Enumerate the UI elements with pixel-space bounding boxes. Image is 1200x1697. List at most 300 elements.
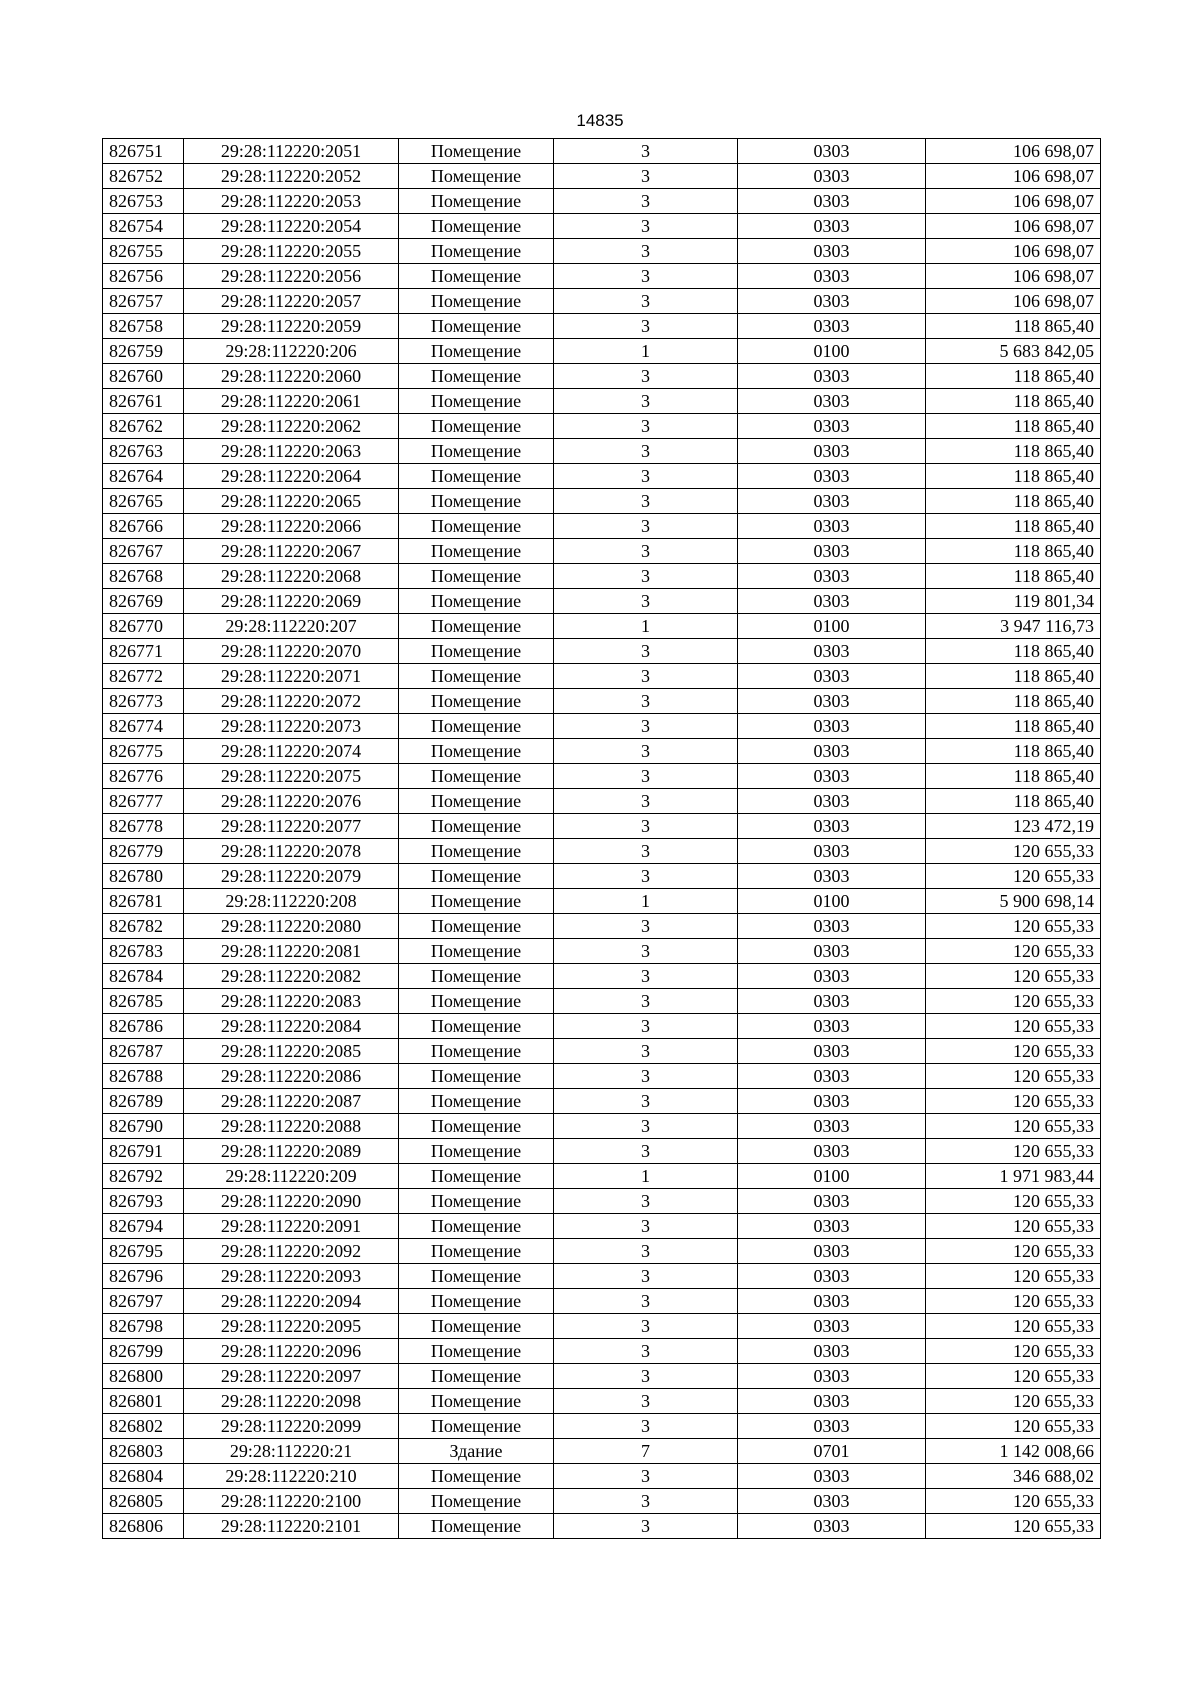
cadastral-number-cell: 29:28:112220:2059 <box>184 314 399 339</box>
cadastral-number-cell: 29:28:112220:2088 <box>184 1114 399 1139</box>
code-cell: 0303 <box>738 1139 926 1164</box>
group-number-cell: 1 <box>554 614 738 639</box>
code-cell: 0303 <box>738 464 926 489</box>
object-type-cell: Помещение <box>399 1264 554 1289</box>
cadastral-number-cell: 29:28:112220:2094 <box>184 1289 399 1314</box>
group-number-cell: 3 <box>554 364 738 389</box>
code-cell: 0303 <box>738 1264 926 1289</box>
record-number-cell: 826762 <box>103 414 184 439</box>
cadastral-number-cell: 29:28:112220:2055 <box>184 239 399 264</box>
record-number-cell: 826770 <box>103 614 184 639</box>
table-row <box>103 1364 1101 1389</box>
cadastral-number-cell: 29:28:112220:2078 <box>184 839 399 864</box>
cadastral-number-cell: 29:28:112220:206 <box>184 339 399 364</box>
code-cell: 0701 <box>738 1439 926 1464</box>
cadastral-number-cell: 29:28:112220:2054 <box>184 214 399 239</box>
cadastral-number-cell: 29:28:112220:2060 <box>184 364 399 389</box>
cadastral-value-cell: 118 865,40 <box>926 789 1101 814</box>
cadastral-value-cell: 120 655,33 <box>926 964 1101 989</box>
group-number-cell: 3 <box>554 1114 738 1139</box>
object-type-cell: Помещение <box>399 539 554 564</box>
record-number-cell: 826771 <box>103 639 184 664</box>
cadastral-value-cell: 106 698,07 <box>926 164 1101 189</box>
table-row <box>103 964 1101 989</box>
cadastral-value-cell: 118 865,40 <box>926 439 1101 464</box>
cadastral-value-cell: 118 865,40 <box>926 414 1101 439</box>
record-number-cell: 826774 <box>103 714 184 739</box>
code-cell: 0303 <box>738 1514 926 1539</box>
object-type-cell: Помещение <box>399 1164 554 1189</box>
record-number-cell: 826778 <box>103 814 184 839</box>
table-row <box>103 589 1101 614</box>
cadastral-value-cell: 120 655,33 <box>926 1289 1101 1314</box>
cadastral-value-cell: 120 655,33 <box>926 1514 1101 1539</box>
cadastral-number-cell: 29:28:112220:2075 <box>184 764 399 789</box>
cadastral-number-cell: 29:28:112220:2089 <box>184 1139 399 1164</box>
object-type-cell: Помещение <box>399 139 554 164</box>
cadastral-number-cell: 29:28:112220:2071 <box>184 664 399 689</box>
code-cell: 0303 <box>738 539 926 564</box>
group-number-cell: 3 <box>554 1014 738 1039</box>
cadastral-value-cell: 120 655,33 <box>926 989 1101 1014</box>
cadastral-number-cell: 29:28:112220:2053 <box>184 189 399 214</box>
group-number-cell: 3 <box>554 1414 738 1439</box>
page-number: 14835 <box>576 111 624 130</box>
cadastral-value-cell: 118 865,40 <box>926 639 1101 664</box>
record-number-cell: 826754 <box>103 214 184 239</box>
group-number-cell: 3 <box>554 964 738 989</box>
object-type-cell: Помещение <box>399 1214 554 1239</box>
cadastral-number-cell: 29:28:112220:2086 <box>184 1064 399 1089</box>
table-row <box>103 1264 1101 1289</box>
group-number-cell: 3 <box>554 1514 738 1539</box>
table-row <box>103 1439 1101 1464</box>
code-cell: 0100 <box>738 614 926 639</box>
record-number-cell: 826801 <box>103 1389 184 1414</box>
table-row <box>103 814 1101 839</box>
code-cell: 0303 <box>738 1189 926 1214</box>
record-number-cell: 826758 <box>103 314 184 339</box>
cadastral-value-cell: 118 865,40 <box>926 714 1101 739</box>
cadastral-value-cell: 120 655,33 <box>926 1089 1101 1114</box>
table-row <box>103 339 1101 364</box>
table-row <box>103 739 1101 764</box>
object-type-cell: Помещение <box>399 1314 554 1339</box>
object-type-cell: Помещение <box>399 864 554 889</box>
record-number-cell: 826788 <box>103 1064 184 1089</box>
record-number-cell: 826759 <box>103 339 184 364</box>
code-cell: 0303 <box>738 1489 926 1514</box>
object-type-cell: Помещение <box>399 264 554 289</box>
group-number-cell: 3 <box>554 489 738 514</box>
record-number-cell: 826787 <box>103 1039 184 1064</box>
cadastral-number-cell: 29:28:112220:2081 <box>184 939 399 964</box>
object-type-cell: Помещение <box>399 714 554 739</box>
group-number-cell: 3 <box>554 1339 738 1364</box>
record-number-cell: 826751 <box>103 139 184 164</box>
cadastral-value-cell: 118 865,40 <box>926 514 1101 539</box>
record-number-cell: 826753 <box>103 189 184 214</box>
group-number-cell: 3 <box>554 1039 738 1064</box>
cadastral-number-cell: 29:28:112220:2095 <box>184 1314 399 1339</box>
object-type-cell: Помещение <box>399 1364 554 1389</box>
cadastral-value-cell: 120 655,33 <box>926 1014 1101 1039</box>
object-type-cell: Помещение <box>399 339 554 364</box>
record-number-cell: 826783 <box>103 939 184 964</box>
object-type-cell: Помещение <box>399 789 554 814</box>
code-cell: 0303 <box>738 139 926 164</box>
code-cell: 0303 <box>738 1464 926 1489</box>
code-cell: 0303 <box>738 1364 926 1389</box>
table-row <box>103 1089 1101 1114</box>
table-row <box>103 1164 1101 1189</box>
group-number-cell: 3 <box>554 1364 738 1389</box>
table-row <box>103 1289 1101 1314</box>
cadastral-number-cell: 29:28:112220:2056 <box>184 264 399 289</box>
record-number-cell: 826795 <box>103 1239 184 1264</box>
group-number-cell: 3 <box>554 564 738 589</box>
table-row <box>103 1514 1101 1539</box>
object-type-cell: Помещение <box>399 1139 554 1164</box>
cadastral-value-cell: 1 142 008,66 <box>926 1439 1101 1464</box>
code-cell: 0303 <box>738 164 926 189</box>
cadastral-number-cell: 29:28:112220:2072 <box>184 689 399 714</box>
record-number-cell: 826765 <box>103 489 184 514</box>
object-type-cell: Помещение <box>399 1389 554 1414</box>
table-row <box>103 489 1101 514</box>
code-cell: 0303 <box>738 1039 926 1064</box>
group-number-cell: 3 <box>554 1289 738 1314</box>
cadastral-number-cell: 29:28:112220:2076 <box>184 789 399 814</box>
code-cell: 0303 <box>738 964 926 989</box>
object-type-cell: Помещение <box>399 564 554 589</box>
cadastral-value-cell: 5 900 698,14 <box>926 889 1101 914</box>
table-row <box>103 464 1101 489</box>
object-type-cell: Помещение <box>399 239 554 264</box>
group-number-cell: 3 <box>554 139 738 164</box>
cadastral-number-cell: 29:28:112220:2101 <box>184 1514 399 1539</box>
cadastral-number-cell: 29:28:112220:208 <box>184 889 399 914</box>
table-row <box>103 539 1101 564</box>
object-type-cell: Помещение <box>399 164 554 189</box>
record-number-cell: 826799 <box>103 1339 184 1364</box>
table-row <box>103 839 1101 864</box>
table-row <box>103 1464 1101 1489</box>
table-row <box>103 939 1101 964</box>
record-number-cell: 826806 <box>103 1514 184 1539</box>
cadastral-value-cell: 120 655,33 <box>926 1189 1101 1214</box>
cadastral-number-cell: 29:28:112220:2068 <box>184 564 399 589</box>
cadastral-number-cell: 29:28:112220:210 <box>184 1464 399 1489</box>
object-type-cell: Помещение <box>399 639 554 664</box>
cadastral-value-cell: 123 472,19 <box>926 814 1101 839</box>
object-type-cell: Помещение <box>399 889 554 914</box>
cadastral-number-cell: 29:28:112220:2051 <box>184 139 399 164</box>
table-row <box>103 1064 1101 1089</box>
object-type-cell: Помещение <box>399 1189 554 1214</box>
table-row <box>103 914 1101 939</box>
code-cell: 0100 <box>738 889 926 914</box>
table-row <box>103 789 1101 814</box>
cadastral-number-cell: 29:28:112220:2079 <box>184 864 399 889</box>
cadastral-value-cell: 118 865,40 <box>926 314 1101 339</box>
record-number-cell: 826757 <box>103 289 184 314</box>
object-type-cell: Помещение <box>399 1064 554 1089</box>
code-cell: 0303 <box>738 1239 926 1264</box>
code-cell: 0303 <box>738 1314 926 1339</box>
table-row <box>103 264 1101 289</box>
record-number-cell: 826760 <box>103 364 184 389</box>
code-cell: 0100 <box>738 1164 926 1189</box>
code-cell: 0303 <box>738 814 926 839</box>
code-cell: 0303 <box>738 414 926 439</box>
cadastral-number-cell: 29:28:112220:209 <box>184 1164 399 1189</box>
cadastral-value-cell: 1 971 983,44 <box>926 1164 1101 1189</box>
code-cell: 0303 <box>738 314 926 339</box>
record-number-cell: 826793 <box>103 1189 184 1214</box>
cadastral-number-cell: 29:28:112220:2066 <box>184 514 399 539</box>
code-cell: 0100 <box>738 339 926 364</box>
table-row <box>103 164 1101 189</box>
cadastral-value-cell: 106 698,07 <box>926 239 1101 264</box>
table-row <box>103 664 1101 689</box>
table-row <box>103 1189 1101 1214</box>
cadastral-number-cell: 29:28:112220:2067 <box>184 539 399 564</box>
cadastral-value-cell: 118 865,40 <box>926 389 1101 414</box>
cadastral-value-cell: 5 683 842,05 <box>926 339 1101 364</box>
group-number-cell: 3 <box>554 1139 738 1164</box>
code-cell: 0303 <box>738 189 926 214</box>
table-row <box>103 439 1101 464</box>
code-cell: 0303 <box>738 989 926 1014</box>
cadastral-value-cell: 118 865,40 <box>926 364 1101 389</box>
cadastral-value-cell: 106 698,07 <box>926 264 1101 289</box>
cadastral-number-cell: 29:28:112220:2080 <box>184 914 399 939</box>
cadastral-value-cell: 120 655,33 <box>926 864 1101 889</box>
object-type-cell: Помещение <box>399 614 554 639</box>
object-type-cell: Помещение <box>399 1039 554 1064</box>
group-number-cell: 7 <box>554 1439 738 1464</box>
cadastral-value-cell: 120 655,33 <box>926 1139 1101 1164</box>
group-number-cell: 3 <box>554 1314 738 1339</box>
object-type-cell: Помещение <box>399 814 554 839</box>
object-type-cell: Помещение <box>399 689 554 714</box>
object-type-cell: Помещение <box>399 989 554 1014</box>
group-number-cell: 3 <box>554 239 738 264</box>
cadastral-number-cell: 29:28:112220:2077 <box>184 814 399 839</box>
code-cell: 0303 <box>738 1414 926 1439</box>
group-number-cell: 1 <box>554 1164 738 1189</box>
cadastral-value-cell: 120 655,33 <box>926 914 1101 939</box>
record-number-cell: 826786 <box>103 1014 184 1039</box>
record-number-cell: 826773 <box>103 689 184 714</box>
cadastral-value-cell: 118 865,40 <box>926 539 1101 564</box>
table-row <box>103 389 1101 414</box>
table-row <box>103 614 1101 639</box>
record-number-cell: 826779 <box>103 839 184 864</box>
cadastral-value-cell: 120 655,33 <box>926 1489 1101 1514</box>
record-number-cell: 826766 <box>103 514 184 539</box>
code-cell: 0303 <box>738 1064 926 1089</box>
code-cell: 0303 <box>738 1014 926 1039</box>
record-number-cell: 826802 <box>103 1414 184 1439</box>
object-type-cell: Помещение <box>399 414 554 439</box>
table-row <box>103 1214 1101 1239</box>
cadastral-value-cell: 120 655,33 <box>926 1389 1101 1414</box>
object-type-cell: Помещение <box>399 739 554 764</box>
cadastral-number-cell: 29:28:112220:2092 <box>184 1239 399 1264</box>
cadastral-number-cell: 29:28:112220:2070 <box>184 639 399 664</box>
record-number-cell: 826767 <box>103 539 184 564</box>
group-number-cell: 3 <box>554 839 738 864</box>
cadastral-value-cell: 3 947 116,73 <box>926 614 1101 639</box>
group-number-cell: 3 <box>554 939 738 964</box>
table-row <box>103 889 1101 914</box>
table-body <box>103 139 1101 1539</box>
group-number-cell: 3 <box>554 1239 738 1264</box>
table-row <box>103 514 1101 539</box>
object-type-cell: Помещение <box>399 514 554 539</box>
group-number-cell: 3 <box>554 314 738 339</box>
object-type-cell: Помещение <box>399 464 554 489</box>
table-row <box>103 414 1101 439</box>
cadastral-number-cell: 29:28:112220:2083 <box>184 989 399 1014</box>
cadastral-number-cell: 29:28:112220:2097 <box>184 1364 399 1389</box>
cadastral-number-cell: 29:28:112220:2064 <box>184 464 399 489</box>
table-row <box>103 639 1101 664</box>
code-cell: 0303 <box>738 289 926 314</box>
code-cell: 0303 <box>738 789 926 814</box>
cadastral-value-cell: 118 865,40 <box>926 664 1101 689</box>
table-row <box>103 714 1101 739</box>
cadastral-number-cell: 29:28:112220:2069 <box>184 589 399 614</box>
cadastral-number-cell: 29:28:112220:2093 <box>184 1264 399 1289</box>
cadastral-value-table <box>102 138 1101 1539</box>
group-number-cell: 3 <box>554 289 738 314</box>
group-number-cell: 3 <box>554 689 738 714</box>
record-number-cell: 826772 <box>103 664 184 689</box>
table-row <box>103 989 1101 1014</box>
object-type-cell: Помещение <box>399 1014 554 1039</box>
group-number-cell: 3 <box>554 714 738 739</box>
cadastral-value-cell: 119 801,34 <box>926 589 1101 614</box>
code-cell: 0303 <box>738 364 926 389</box>
group-number-cell: 3 <box>554 164 738 189</box>
group-number-cell: 3 <box>554 764 738 789</box>
cadastral-value-cell: 106 698,07 <box>926 189 1101 214</box>
group-number-cell: 3 <box>554 989 738 1014</box>
code-cell: 0303 <box>738 764 926 789</box>
table-row <box>103 1239 1101 1264</box>
table-row <box>103 1114 1101 1139</box>
cadastral-value-cell: 106 698,07 <box>926 139 1101 164</box>
cadastral-value-cell: 118 865,40 <box>926 764 1101 789</box>
group-number-cell: 3 <box>554 264 738 289</box>
record-number-cell: 826798 <box>103 1314 184 1339</box>
record-number-cell: 826784 <box>103 964 184 989</box>
table-row <box>103 189 1101 214</box>
cadastral-value-cell: 120 655,33 <box>926 939 1101 964</box>
code-cell: 0303 <box>738 689 926 714</box>
object-type-cell: Помещение <box>399 289 554 314</box>
object-type-cell: Помещение <box>399 1339 554 1364</box>
object-type-cell: Помещение <box>399 1414 554 1439</box>
cadastral-number-cell: 29:28:112220:2084 <box>184 1014 399 1039</box>
object-type-cell: Помещение <box>399 1514 554 1539</box>
cadastral-value-cell: 120 655,33 <box>926 1314 1101 1339</box>
cadastral-number-cell: 29:28:112220:2052 <box>184 164 399 189</box>
cadastral-number-cell: 29:28:112220:2073 <box>184 714 399 739</box>
code-cell: 0303 <box>738 839 926 864</box>
object-type-cell: Помещение <box>399 214 554 239</box>
record-number-cell: 826789 <box>103 1089 184 1114</box>
record-number-cell: 826796 <box>103 1264 184 1289</box>
cadastral-number-cell: 29:28:112220:2061 <box>184 389 399 414</box>
table-row <box>103 764 1101 789</box>
table-row <box>103 1139 1101 1164</box>
record-number-cell: 826764 <box>103 464 184 489</box>
object-type-cell: Помещение <box>399 914 554 939</box>
group-number-cell: 3 <box>554 464 738 489</box>
object-type-cell: Помещение <box>399 1114 554 1139</box>
object-type-cell: Помещение <box>399 964 554 989</box>
code-cell: 0303 <box>738 1089 926 1114</box>
object-type-cell: Помещение <box>399 489 554 514</box>
group-number-cell: 3 <box>554 864 738 889</box>
cadastral-number-cell: 29:28:112220:2085 <box>184 1039 399 1064</box>
code-cell: 0303 <box>738 639 926 664</box>
cadastral-value-cell: 120 655,33 <box>926 1239 1101 1264</box>
group-number-cell: 3 <box>554 789 738 814</box>
cadastral-value-cell: 106 698,07 <box>926 214 1101 239</box>
record-number-cell: 826805 <box>103 1489 184 1514</box>
cadastral-number-cell: 29:28:112220:21 <box>184 1439 399 1464</box>
group-number-cell: 3 <box>554 514 738 539</box>
record-number-cell: 826763 <box>103 439 184 464</box>
code-cell: 0303 <box>738 514 926 539</box>
cadastral-number-cell: 29:28:112220:2096 <box>184 1339 399 1364</box>
record-number-cell: 826780 <box>103 864 184 889</box>
table-row <box>103 1414 1101 1439</box>
table-row <box>103 689 1101 714</box>
group-number-cell: 3 <box>554 814 738 839</box>
code-cell: 0303 <box>738 214 926 239</box>
table-row <box>103 214 1101 239</box>
cadastral-value-cell: 120 655,33 <box>926 1064 1101 1089</box>
cadastral-value-cell: 120 655,33 <box>926 1264 1101 1289</box>
group-number-cell: 3 <box>554 1064 738 1089</box>
record-number-cell: 826791 <box>103 1139 184 1164</box>
code-cell: 0303 <box>738 389 926 414</box>
record-number-cell: 826769 <box>103 589 184 614</box>
code-cell: 0303 <box>738 1389 926 1414</box>
object-type-cell: Помещение <box>399 364 554 389</box>
table-row <box>103 1314 1101 1339</box>
record-number-cell: 826797 <box>103 1289 184 1314</box>
group-number-cell: 3 <box>554 1464 738 1489</box>
code-cell: 0303 <box>738 1289 926 1314</box>
object-type-cell: Помещение <box>399 189 554 214</box>
object-type-cell: Помещение <box>399 1489 554 1514</box>
record-number-cell: 826775 <box>103 739 184 764</box>
group-number-cell: 3 <box>554 539 738 564</box>
group-number-cell: 3 <box>554 1264 738 1289</box>
table-row <box>103 564 1101 589</box>
group-number-cell: 3 <box>554 1089 738 1114</box>
code-cell: 0303 <box>738 914 926 939</box>
table-row <box>103 1014 1101 1039</box>
object-type-cell: Помещение <box>399 664 554 689</box>
